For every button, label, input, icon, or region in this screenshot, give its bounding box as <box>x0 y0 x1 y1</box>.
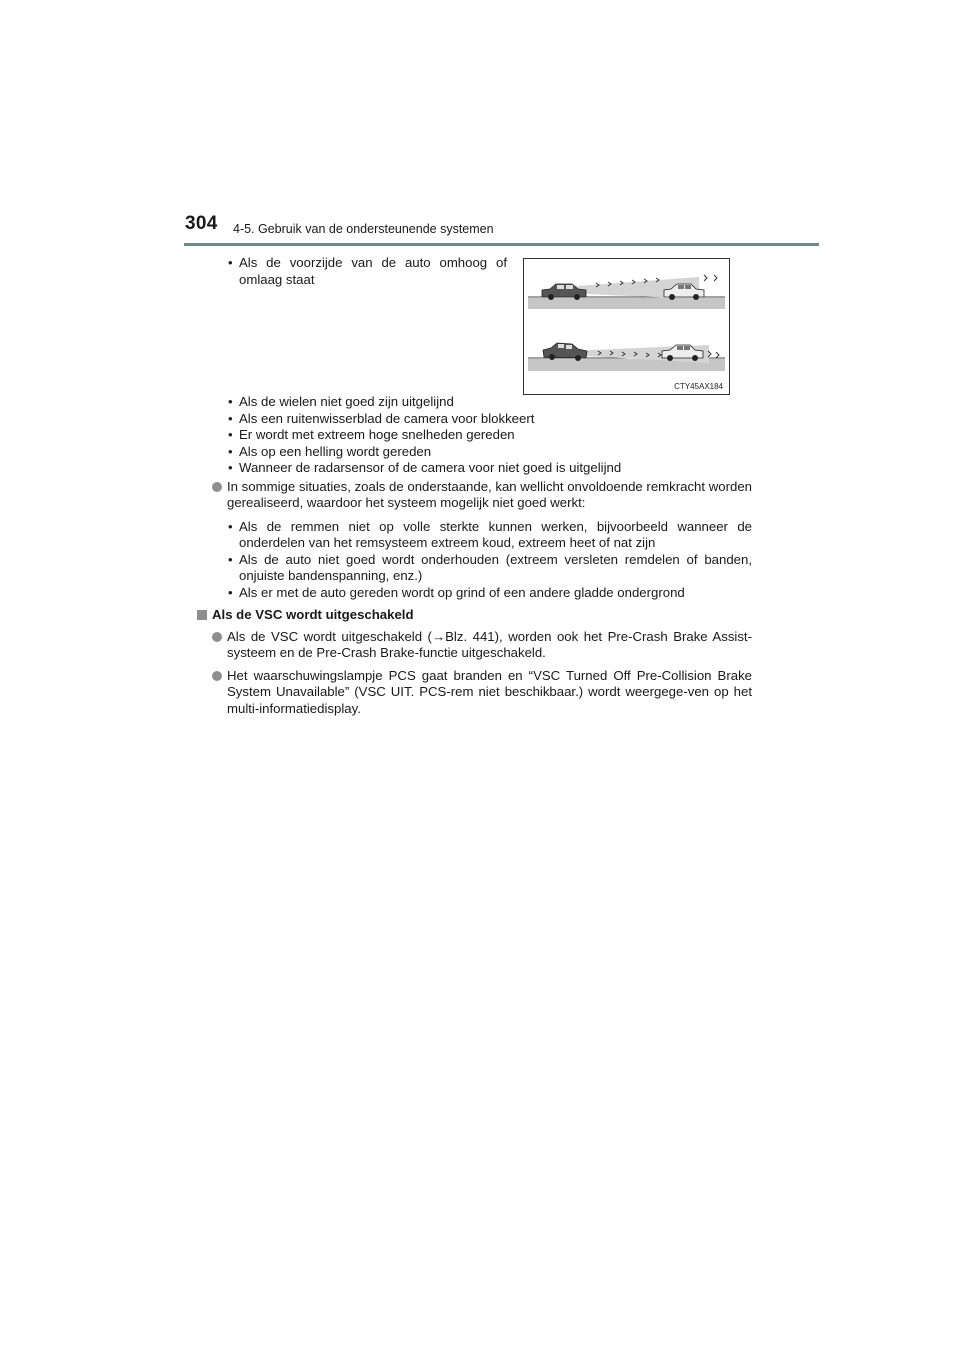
page-content <box>212 255 752 717</box>
page-number: 304 <box>185 213 218 234</box>
list-item <box>212 411 752 428</box>
list-item-text: Als er met de auto gereden wordt op grind of een andere gladde ondergrond <box>239 584 685 600</box>
list-item <box>212 444 752 461</box>
list-item-text: Wanneer de radarsensor of de camera voor niet goed is uitgelijnd <box>239 460 622 475</box>
remkracht-paragraph <box>212 479 752 512</box>
list-item <box>212 585 752 602</box>
square-bullet-icon <box>197 610 207 620</box>
bullet-dot: • <box>228 584 233 600</box>
first-item-text: Als de voorzijde van de auto omhoog of omlaag staat <box>239 255 507 287</box>
bullet-dot: • <box>228 443 233 459</box>
list-item-text: Als op een helling wordt gereden <box>239 443 432 459</box>
list-item-text: Als de remmen niet op volle sterkte kunnen werken, bijvoorbeeld wanneer de onderdelen van het remsysteem extreem koud, extreem heet of nat zijn <box>239 518 752 550</box>
section-heading-vsc <box>197 607 752 624</box>
circle-bullet-icon <box>212 632 222 642</box>
circle-bullet-icon <box>212 482 222 492</box>
list-item-text: Als de auto niet goed wordt onderhouden (extreem versleten remdelen of banden, onjuiste bandenspanning, enz.) <box>239 551 752 583</box>
vsc-p1-text: Als de VSC wordt uitgeschakeld (→Blz. 441), worden ook het Pre-Crash Brake Assist-systeem en de Pre-Crash Brake-functie uitgeschakeld. <box>227 628 752 660</box>
figure-caption: CTY45AX184 <box>674 382 723 391</box>
vsc-paragraph-1 <box>212 629 752 662</box>
list-item <box>212 427 752 444</box>
list-item-text: Als een ruitenwisserblad de camera voor blokkeert <box>239 410 535 426</box>
list-item <box>212 255 507 288</box>
bullet-dot: • <box>228 518 233 534</box>
vsc-paragraph-2 <box>212 668 752 718</box>
heading-text: Als de VSC wordt uitgeschakeld <box>212 607 414 622</box>
circle-bullet-icon <box>212 671 222 681</box>
list-item <box>212 552 752 585</box>
bullet-dot: • <box>228 427 233 442</box>
bullet-dot: • <box>228 460 233 475</box>
list-item <box>212 519 752 552</box>
bullet-dot: • <box>228 551 233 567</box>
list-item-text: Als de wielen niet goed zijn uitgelijnd <box>239 394 454 409</box>
list-item <box>212 394 752 411</box>
remkracht-text: In sommige situaties, zoals de onderstaande, kan wellicht onvoldoende remkracht worden gerealiseerd, waardoor het systeem mogelijk niet goed werkt: <box>227 478 752 510</box>
header-rule <box>184 243 819 246</box>
list-item-text: Er wordt met extreem hoge snelheden gereden <box>239 427 515 442</box>
chapter-title: 4-5. Gebruik van de ondersteunende systemen <box>233 222 494 236</box>
bullet-dot: • <box>228 394 233 409</box>
list-item <box>212 460 752 477</box>
vsc-p2-text: Het waarschuwingslampje PCS gaat branden en “VSC Turned Off Pre-Collision Brake System Unavailable” (VSC UIT. PCS-rem niet beschikbaar.) wordt weergege-ven op het multi-informatiedisplay. <box>227 667 752 716</box>
bullet-dot: • <box>228 255 233 270</box>
bullet-dot: • <box>228 410 233 426</box>
